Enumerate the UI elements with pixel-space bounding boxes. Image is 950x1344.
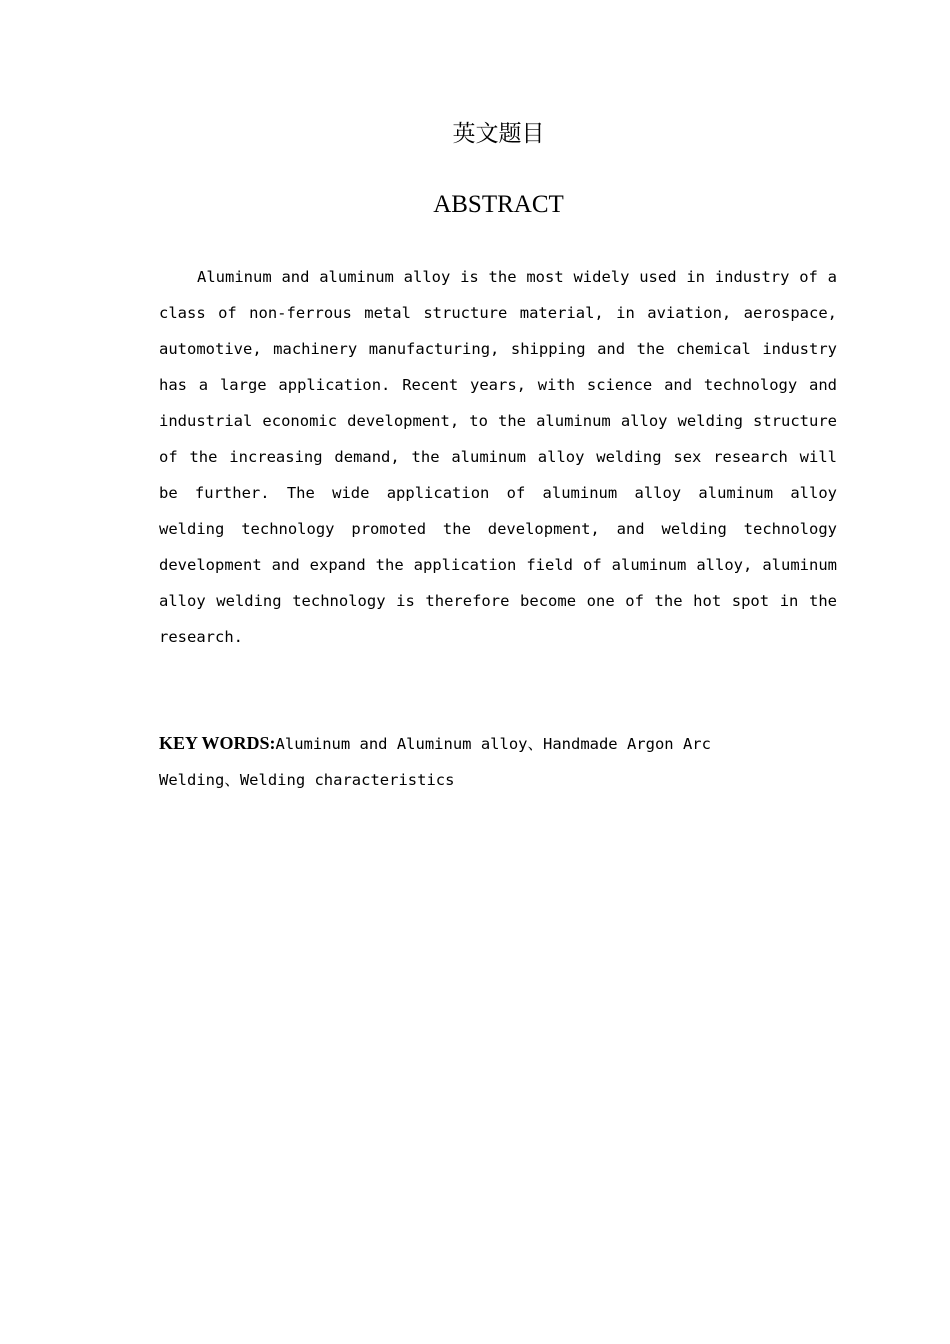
abstract-paragraph: Aluminum and aluminum alloy is the most widely used in industry of a class of non-ferrous metal structure material, in aviation, aerospace, automotive, machinery manufacturing, shipping and the chemical industry has a large application. Recent years, with science and technology and industrial economic development, to the aluminum alloy welding structure of the increasing demand, the aluminum alloy welding sex research will be further. The wide application of aluminum alloy aluminum alloy welding technology promoted the development, and welding technology development and expand the application field of aluminum alloy, aluminum alloy welding technology is therefore become one of the hot spot in the research. — [159, 268, 837, 646]
keywords-line-2: Welding、Welding characteristics — [159, 771, 455, 789]
keywords-line-1: Aluminum and Aluminum alloy、Handmade Argon Arc — [275, 735, 711, 753]
keywords-label: KEY WORDS: — [159, 733, 276, 753]
abstract-heading: ABSTRACT — [433, 191, 564, 218]
chinese-title: 英文题目 — [452, 121, 545, 147]
keywords-block — [159, 725, 759, 798]
